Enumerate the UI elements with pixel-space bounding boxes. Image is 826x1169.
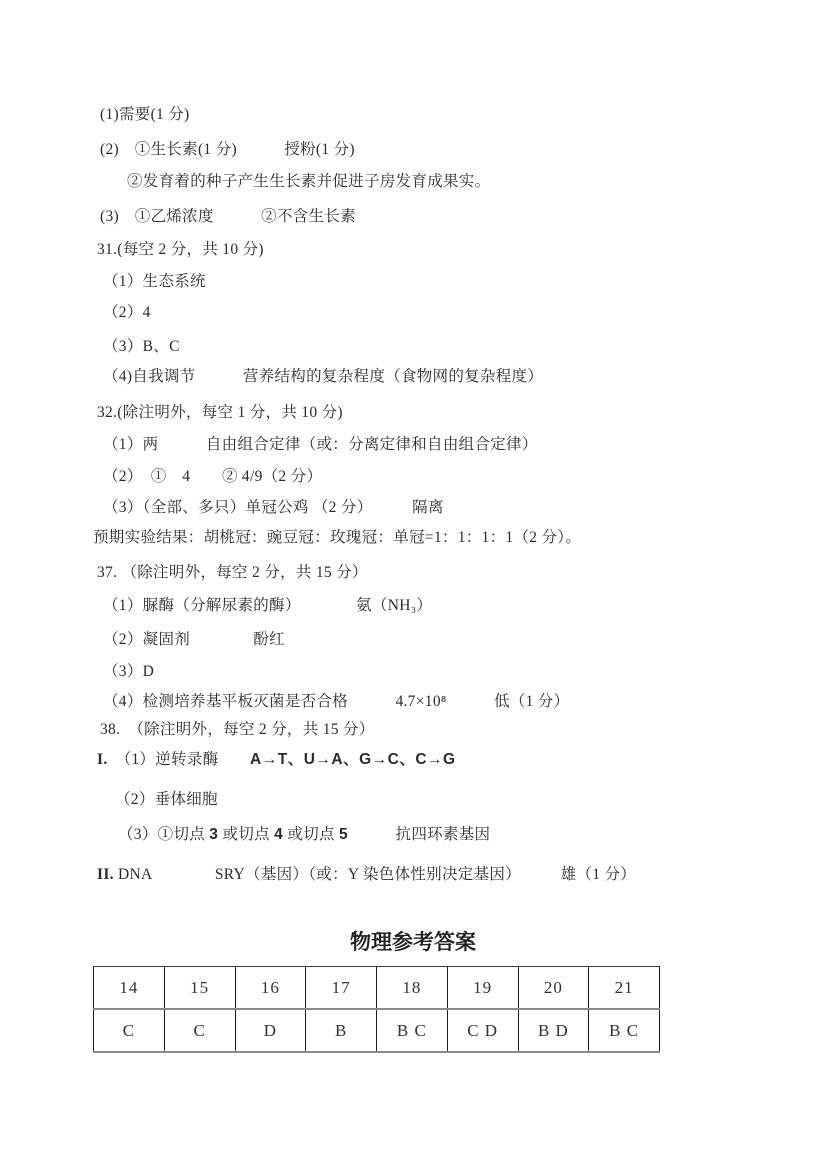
answer-line-text: (1)需要(1 分) xyxy=(100,106,190,123)
table-row-answers xyxy=(94,1009,660,1052)
answer-line-text: 38. （除注明外，每空 2 分，共 15 分） xyxy=(100,721,375,738)
answer-line-text: （3）（全部、多只）单冠公鸡 （2 分） 隔离 xyxy=(103,499,444,516)
answer-line-text: 抗四环素基因 xyxy=(348,826,491,843)
answer-cell: B C xyxy=(377,1009,448,1052)
answer-line-text: ②发育着的种子产生生长素并促进子房发育成果实。 xyxy=(127,173,491,190)
question-number-cell: 14 xyxy=(94,967,165,1010)
answer-line-text: （3）①切点 xyxy=(118,826,210,843)
answer-line xyxy=(97,750,456,769)
physics-answer-table xyxy=(93,966,660,1053)
answer-line-text: （3）B、C xyxy=(103,338,180,355)
answer-line-text: I. xyxy=(97,751,108,768)
answer-line xyxy=(103,303,151,322)
answer-cell: B xyxy=(306,1009,377,1052)
question-number-cell: 17 xyxy=(306,967,377,1010)
answer-line-text: 37. （除注明外，每空 2 分，共 15 分） xyxy=(97,564,368,581)
answer-line-text: (3) ①乙烯浓度 ②不含生长素 xyxy=(100,208,356,225)
answer-line-text: 4 xyxy=(274,826,284,843)
answer-line-text: （2）4 xyxy=(103,304,151,321)
answer-line-text: DNA SRY（基因）（或：Y 染色体性别决定基因） 雄（1 分） xyxy=(113,866,637,883)
answer-line-text: 预期实验结果：胡桃冠：豌豆冠：玫瑰冠：单冠=1：1：1：1（2 分）。 xyxy=(93,529,582,546)
question-number-cell: 20 xyxy=(518,967,589,1010)
answer-line-text: II. xyxy=(97,866,114,883)
answer-line xyxy=(103,692,569,711)
question-number-cell: 21 xyxy=(589,967,660,1010)
answer-cell: D xyxy=(235,1009,306,1052)
answer-line xyxy=(100,140,355,159)
answer-line xyxy=(103,367,543,386)
answer-line xyxy=(103,596,432,615)
answer-line xyxy=(115,790,218,809)
answer-cell: C D xyxy=(447,1009,518,1052)
answer-line-text: 或切点 xyxy=(218,826,275,843)
answer-cell: C xyxy=(94,1009,165,1052)
table-row-question-numbers xyxy=(94,967,660,1010)
answer-line-text: （4）检测培养基平板灭菌是否合格 4.7×10⁸ 低（1 分） xyxy=(103,693,570,710)
answer-line-text: 3 xyxy=(209,826,219,843)
answer-line xyxy=(103,467,322,486)
answer-line-text: （1）两 自由组合定律（或：分离定律和自由组合定律） xyxy=(103,436,538,453)
question-number-cell: 18 xyxy=(377,967,448,1010)
answer-line-text: 或切点 xyxy=(283,826,340,843)
answer-line xyxy=(100,720,375,739)
answer-line xyxy=(103,435,538,454)
answer-line-text: 32.(除注明外，每空 1 分，共 10 分) xyxy=(97,404,343,421)
answer-line xyxy=(97,563,368,582)
answer-line-text: 5 xyxy=(339,826,349,843)
question-number-cell: 16 xyxy=(235,967,306,1010)
answer-line-text: (2) ①生长素(1 分) 授粉(1 分) xyxy=(100,141,355,158)
answer-line-text: （3）D xyxy=(103,663,155,680)
answer-line xyxy=(103,272,206,291)
question-number-cell: 19 xyxy=(447,967,518,1010)
answer-line-text: （2）凝固剂 酚红 xyxy=(103,631,285,648)
answer-line xyxy=(118,825,490,844)
answer-line-text: （2） ① 4 ② 4/9（2 分） xyxy=(103,468,323,485)
answer-cell: B C xyxy=(589,1009,660,1052)
answer-line xyxy=(103,662,154,681)
answer-line xyxy=(97,865,636,884)
answer-line xyxy=(127,172,490,191)
answer-line xyxy=(100,207,356,226)
answer-line-text: （1）逆转录酶 xyxy=(107,751,251,768)
answer-line xyxy=(103,337,180,356)
answer-line xyxy=(93,528,581,547)
answer-line-text: 31.(每空 2 分，共 10 分) xyxy=(97,241,264,258)
answer-line xyxy=(97,240,264,259)
answer-line-text: （4)自我调节 营养结构的复杂程度（食物网的复杂程度） xyxy=(103,368,544,385)
answer-cell: B D xyxy=(518,1009,589,1052)
physics-section-title: 物理参考答案 xyxy=(350,930,476,954)
answer-line xyxy=(103,498,444,517)
answer-line xyxy=(100,105,190,124)
answer-line xyxy=(103,630,285,649)
answer-line-text: A→T、U→A、G→C、C→G xyxy=(250,751,456,768)
answer-cell: C xyxy=(164,1009,235,1052)
question-number-cell: 15 xyxy=(164,967,235,1010)
answer-line xyxy=(97,403,343,422)
answer-line-text: （2）垂体细胞 xyxy=(115,791,218,808)
answer-line-text: （1）生态系统 xyxy=(103,273,206,290)
answer-line-text: （1）脲酶（分解尿素的酶） 氨（NH₃） xyxy=(103,597,433,614)
